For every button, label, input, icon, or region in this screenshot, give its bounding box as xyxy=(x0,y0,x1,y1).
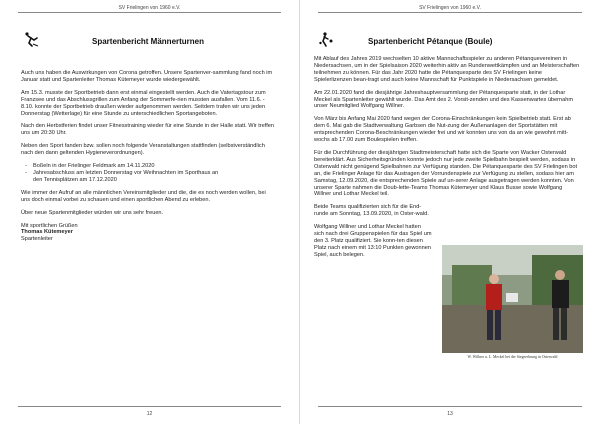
right-page xyxy=(300,0,600,424)
paragraph: Wolfgang Willner und Lothar Meckel hatten sich nach drei Gruppenspielen für das Spiel um den 3. Platz qualifiziert. Sie konn-ten diesen Platz nach einem mit 13:10 Punkten gewonnen Spiel, auch belegen. xyxy=(314,224,432,258)
paragraph: Für die Durchführung der diesjährigen Stadtmeisterschaft hatte sich die Sparte von Wacker Osterwald bereiterklärt. Aus Sicherheitsgründen konnte jedoch nur jede zweite Spielbahn bespielt werden, sodass in Osterwald nicht genügend Spielbahnen zur Verfügung standen. Die Pétanquesparte des SV Frielingen bot an, die Frielinger Anlage für das Austragen der Vorrundenspiele zur Verfügung zu stellen, sodass hier am Samstag, 12.09.2020, die entsprechenden Spiele auf un-serer Anlage ausgetragen werden konnten. Von unserer Sparte nahmen die Doub-lette-Teams Thomas Kütemeyer und Klaus Busse sowie Wolfgang Willner und Lothar Meckel teil. xyxy=(314,149,578,198)
page-title: Spartenbericht Pétanque (Boule) xyxy=(368,37,493,46)
footer-rule xyxy=(18,406,281,407)
event-list xyxy=(21,163,276,184)
list-item-text: Boßeln in der Frielinger Feldmark am 14.11.2020 xyxy=(33,163,155,170)
paragraph: Am 22.01.2020 fand die diesjährige Jahreshauptversammlung der Pétanquesparte statt, in der Lothar Meckel als Spartenleiter gewählt wurde. Das Amt des 2. Vorsit-zenden und des Kassenwartes übernahm unser Neumitglied Wolfgang Willner. xyxy=(314,89,574,110)
list-item xyxy=(33,170,276,184)
running-header: SV Frielingen von 1960 e.V. xyxy=(118,5,181,11)
running-header: SV Frielingen von 1960 e.V. xyxy=(419,5,481,11)
paragraph: Beide Teams qualifizierten sich für die End-runde am Sonntag, 13.09.2020, in Oster-wald. xyxy=(314,204,429,218)
list-item xyxy=(33,163,276,170)
article-body xyxy=(314,26,580,265)
paragraph: Neben den Sport fanden bzw. sollen noch folgende Veranstaltungen stattfinden (selbstverständlich nach den dann geltenden Hygieneverordnungen). xyxy=(21,143,265,157)
paragraph: Auch uns haben die Auswirkungen von Corona getroffen. Unsere Spartenver-sammlung fand noch im Januar statt und Spartenleiter Thomas Kütemeyer wurde wiedergewählt. xyxy=(21,70,273,83)
paragraph: Von März bis Anfang Mai 2020 fand wegen der Corona-Einschränkungen kein Spielbetrieb statt. Erst ab dem 6. Mai gab die Stadtverwaltung Garbsen die Nut-zung der Außenanlagen der Sportstätten mit entsprechenden Corona-Beschränkungen wieder frei und wir konnten uns von da an wie gewohnt mitt-wochs ab 17.00 zum Boulespielen treffen. xyxy=(314,116,571,144)
list-item-continuation: den Tennisplätzen am 17.12.2020 xyxy=(33,176,117,183)
boule-player-icon xyxy=(318,31,334,47)
page-number: 12 xyxy=(146,411,153,417)
footer-rule xyxy=(318,406,582,407)
paragraph: Wie immer der Aufruf an alle männlichen Vereinsmitglieder und die, die es noch werden wollen, bei uns doch einmal vorbei zu schauen und einen sportlichen Abend zu erleben. xyxy=(21,189,266,203)
page-title: Spartenbericht Männerturnen xyxy=(92,37,205,46)
gymnast-icon xyxy=(23,31,39,47)
award-photo xyxy=(442,245,583,353)
signature-role: Spartenleiter xyxy=(21,236,53,243)
header-rule xyxy=(18,12,281,13)
paragraph: Mit Ablauf des Jahres 2019 wechselten 10 aktive Mannschaftsspieler zu anderen Pétanquevereinen in Niedersachsen, um in der Spielsaison 2020 weiterhin aktiv an Rundenwettkämpfen und an Meisterschaften teilnehmen zu können. Für das Jahr 2020 hatte die Pétanquesparte des SV Frielingen keine Spielerlizenzen bean-tragt und auch keine Mannschaft für Punktspiele in Niedersachsen gemeldet. xyxy=(314,56,580,83)
list-item-text: Jahresabschluss am letzten Donnerstag vor Weihnachten im Sporthaus an xyxy=(33,169,219,176)
closing-line: Mit sportlichen Grüßen xyxy=(21,222,78,229)
page-number: 13 xyxy=(447,411,453,417)
signature-block xyxy=(21,223,276,244)
header-rule xyxy=(318,12,582,13)
paragraph: Über neue Spartenmitglieder würden wir uns sehr freuen. xyxy=(21,209,164,216)
paragraph: Am 15.3. musste der Sportbetrieb dann erst einmal eingestellt werden. Auch die Vatertagstour zum Franzsee und das Abschlussgrillen zum Anfang der Sommerfe-rien mussten ausfallen. Vom 11.6. - 8.10. konnte der Sportbetrieb draußen wieder aufgenommen werden. Seitdem trafen wir uns jeden Donnerstag (Wetterlage) für eine Stunde zu unterschiedlichen Sportangeboten. xyxy=(21,89,266,117)
article-body xyxy=(21,70,276,243)
photo-caption: W. Willner u. L. Meckel bei der Siegerehrung in Osterwald xyxy=(467,355,558,359)
paragraph: Nach den Herbstferien findet unser Fitnesstraining wieder für eine Stunde in der Halle statt. Wir treffen uns um 20:30 Uhr. xyxy=(21,123,274,137)
signature-name: Thomas Kütemeyer xyxy=(21,229,73,236)
